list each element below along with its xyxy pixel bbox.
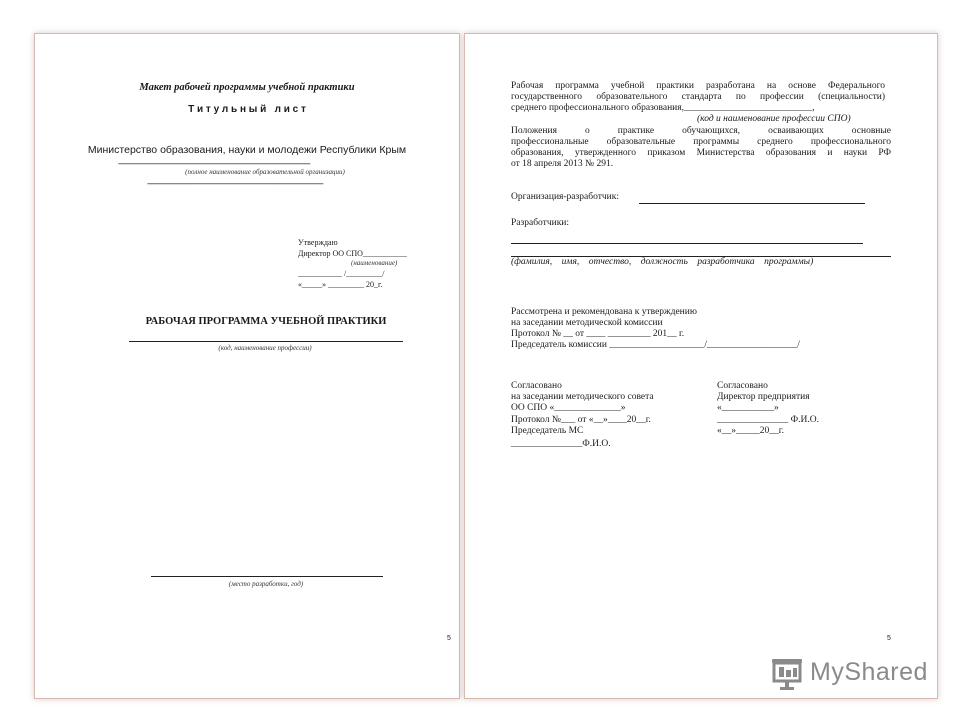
para1-caption: (код и наименование профессии СПО) xyxy=(697,114,851,124)
agreed-left-3: ОО СПО «______________» xyxy=(511,403,626,413)
agreed-left-1: Согласовано xyxy=(511,381,562,391)
program-title: РАБОЧАЯ ПРОГРАММА УЧЕБНОЙ ПРАКТИКИ xyxy=(145,316,387,327)
title-sheet-heading: Т и т у л ь н ы й л и с т xyxy=(188,104,306,115)
dash-line-1: ------------------------------------------------------------------------------------------------ xyxy=(118,158,310,168)
place-line xyxy=(151,576,383,577)
review-line-4: Председатель комиссии ____________________/___________________/ xyxy=(511,340,800,350)
para2-line-2: профессиональные образовательные программы среднего профессионального xyxy=(511,137,891,147)
place-caption: (место разработки, год) xyxy=(228,580,304,588)
page-number: 5 xyxy=(447,635,451,642)
approve-line-1: Утверждаю xyxy=(298,238,338,247)
agreed-right-3: «___________» xyxy=(717,403,779,413)
agreed-right-1: Согласовано xyxy=(717,381,768,391)
agreed-right-4: _______________ Ф.И.О. xyxy=(717,415,819,425)
approve-line-3: ___________ /_________/ xyxy=(298,269,385,278)
developers-label: Разработчики: xyxy=(511,218,570,228)
profession-caption: (код, наименование профессии) xyxy=(218,344,312,352)
profession-line xyxy=(129,341,403,342)
org-caption: (полное наименование образовательной организации) xyxy=(185,168,345,176)
agreed-left-5: Председатель МС xyxy=(511,426,584,436)
agreed-right-5: «__»_____20__г. xyxy=(717,426,784,436)
para1-line-2: государственного образовательного стандарта по профессии (специальности) xyxy=(511,92,885,102)
para2-line-1: Положения о практике обучающихся, осваивающих основные xyxy=(511,126,891,136)
info-page xyxy=(464,33,938,699)
para2-line-4: от 18 апреля 2013 № 291. xyxy=(511,159,614,169)
agreed-left-2: на заседании методического совета xyxy=(511,392,654,402)
org-dev-label: Организация-разработчик: xyxy=(511,192,619,202)
para1-line-1: Рабочая программа учебной практики разработана на основе Федерального xyxy=(511,81,885,91)
watermark-brand: MyShared xyxy=(810,658,928,686)
review-line-1: Рассмотрена и рекомендована к утверждению xyxy=(511,307,697,317)
dash-line-2: ---------------------------------------------------------------------------------------- xyxy=(147,178,323,188)
myshared-logo xyxy=(768,654,928,694)
page-number: 5 xyxy=(887,635,891,642)
approve-line-2: Директор ОО СПО___________ xyxy=(298,249,407,258)
agreed-left-6: _______________Ф.И.О. xyxy=(511,439,611,449)
developers-caption: (фамилия, имя, отчество, должность разработчика программы) xyxy=(511,257,814,267)
title-page xyxy=(34,33,460,699)
org-dev-line xyxy=(639,203,865,204)
agreed-left-4: Протокол №___ от «__»____20__г. xyxy=(511,415,651,425)
para1-line-3: среднего профессионального образования,___________________________, xyxy=(511,103,815,113)
approve-line-4: «_____» _________ 20_г. xyxy=(298,280,383,289)
projector-screen-icon xyxy=(768,656,808,692)
developers-line-1 xyxy=(511,243,863,244)
approve-caption: (наименование) xyxy=(351,259,398,267)
review-line-3: Протокол № __ от ____ _________ 201__ г. xyxy=(511,329,685,339)
maket-title: Макет рабочей программы учебной практики xyxy=(139,82,355,93)
ministry-name: Министерство образования, науки и молодежи Республики Крым xyxy=(87,144,407,156)
review-line-2: на заседании методической комиссии xyxy=(511,318,663,328)
para2-line-3: образования, утвержденного приказом Министерства образования и науки РФ xyxy=(511,148,891,158)
agreed-right-2: Директор предприятия xyxy=(717,392,810,402)
